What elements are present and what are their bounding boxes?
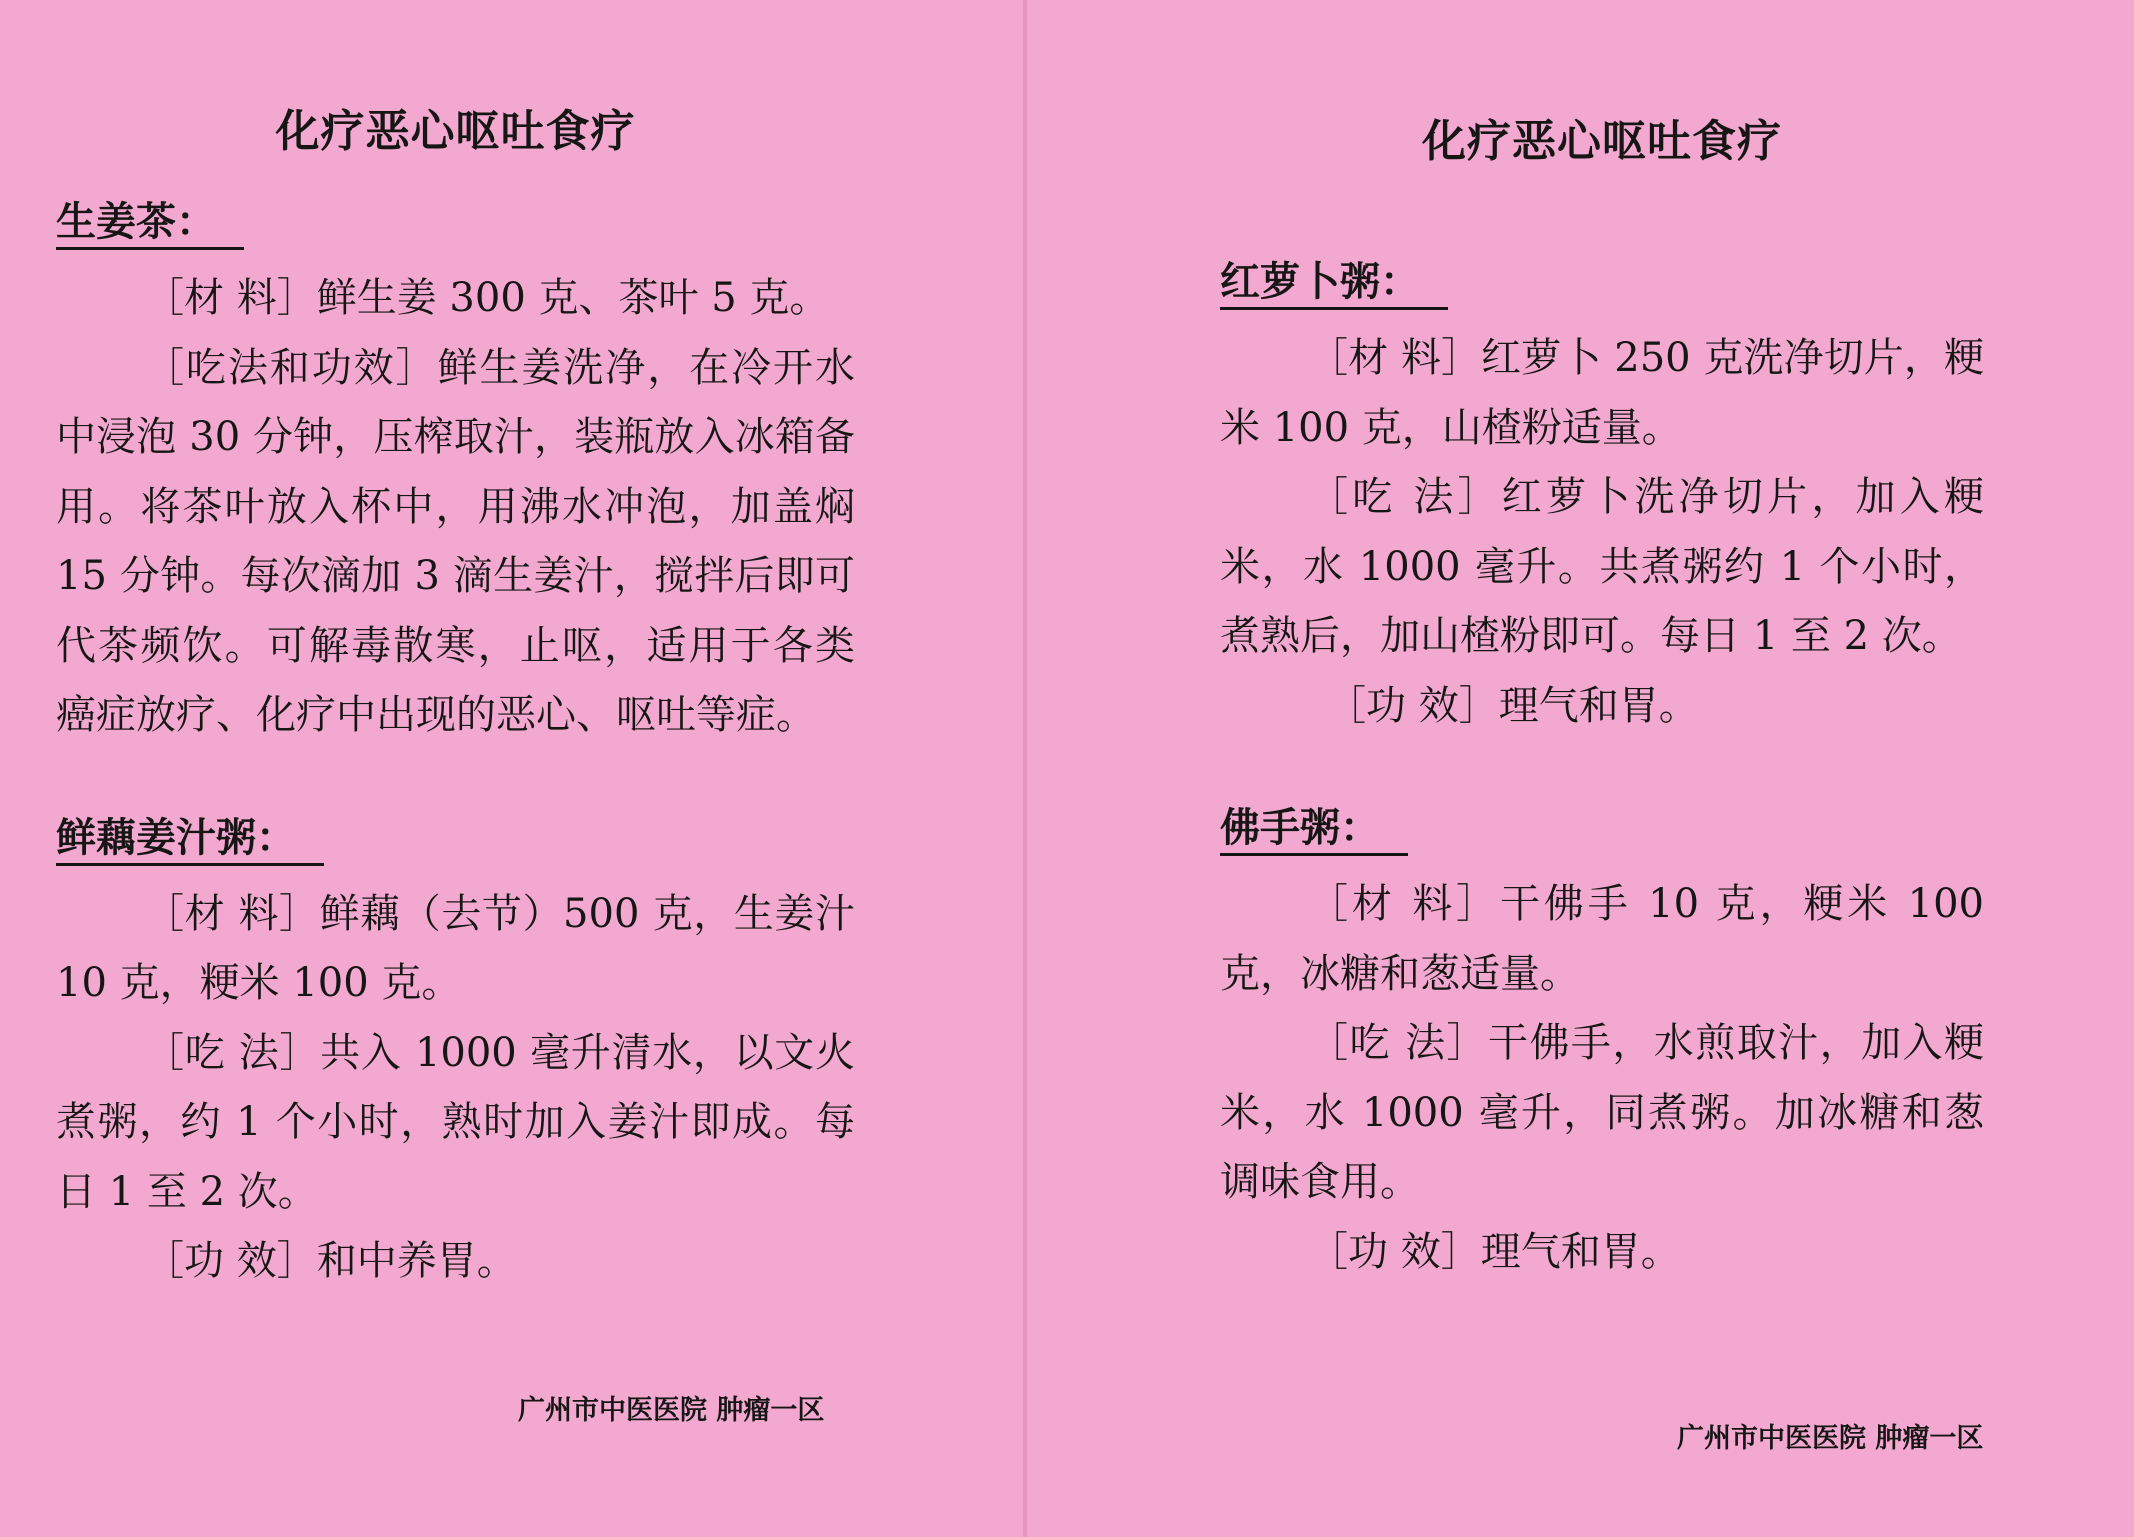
recipe-method: ［吃 法］干佛手，水煎取汁，加入粳米，水 1000 毫升，同煮粥。加冰糖和葱调味食用。 <box>1220 1020 1984 1205</box>
recipe-ginger-tea <box>56 197 855 751</box>
recipe-fingered-citron-congee <box>1220 803 1984 1287</box>
recipe-effect: ［功 效］理气和胃。 <box>1326 682 1699 729</box>
recipe-ingredients: ［材 料］红萝卜 250 克洗净切片，粳米 100 克，山楂粉适量。 <box>1220 335 1984 451</box>
recipe-carrot-congee <box>1220 257 1984 741</box>
recipe-ingredients: ［材 料］干佛手 10 克，粳米 100 克，冰糖和葱适量。 <box>1220 881 1984 997</box>
recipe-name: 佛手粥： <box>1220 803 1408 856</box>
recipe-ingredients: ［材 料］鲜藕（去节）500 克，生姜汁 10 克，粳米 100 克。 <box>56 890 855 1006</box>
page-title: 化疗恶心呕吐食疗 <box>275 106 636 157</box>
hospital-footer: 广州市中医医院 肿瘤一区 <box>1677 1423 1984 1454</box>
left-page <box>0 0 1025 1537</box>
recipe-name: 生姜茶： <box>56 197 244 250</box>
recipe-name: 鲜藕姜汁粥： <box>56 813 324 866</box>
recipe-lotus-ginger-congee <box>56 813 855 1297</box>
recipe-ingredients: ［材 料］鲜生姜 300 克、茶叶 5 克。 <box>144 275 830 321</box>
recipe-method-effect: ［吃法和功效］鲜生姜洗净，在冷开水中浸泡 30 分钟，压榨取汁，装瓶放入冰箱备用。将茶叶放入杯中，用沸水冲泡，加盖焖 15 分钟。每次滴加 3 滴生姜汁，搅拌后即可代茶频饮。可解毒散寒，止呕，适用于各类癌症放疗、化疗中出现的恶心、呕吐等症。 <box>56 344 855 738</box>
recipe-effect: ［功 效］和中养胃。 <box>144 1238 517 1284</box>
page-title: 化疗恶心呕吐食疗 <box>1422 116 1782 167</box>
recipe-method: ［吃 法］红萝卜洗净切片，加入粳米，水 1000 毫升。共煮粥约 1 个小时，煮熟后，加山楂粉即可。每日 1 至 2 次。 <box>1220 474 1984 659</box>
recipe-effect: ［功 效］理气和胃。 <box>1308 1228 1681 1275</box>
recipe-method: ［吃 法］共入 1000 毫升清水，以文火煮粥，约 1 个小时，熟时加入姜汁即成。每日 1 至 2 次。 <box>56 1029 855 1215</box>
recipe-name: 红萝卜粥： <box>1220 257 1448 310</box>
hospital-footer: 广州市中医医院 肿瘤一区 <box>518 1395 825 1426</box>
right-page <box>1027 0 2134 1537</box>
